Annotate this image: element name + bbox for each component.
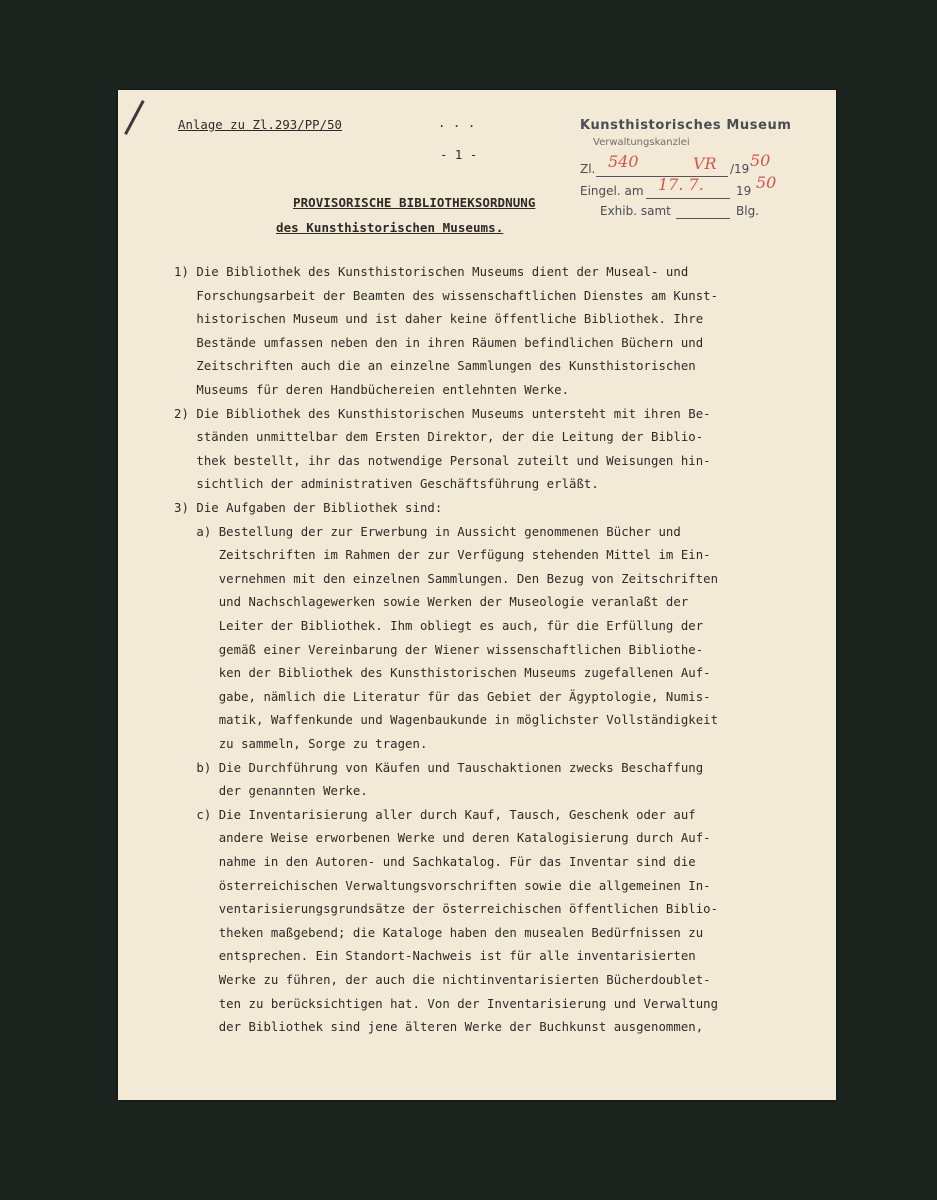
body-line: gabe, nämlich die Literatur für das Gebiet der Ägyptologie, Numis- xyxy=(174,689,711,704)
body-line: ken der Bibliothek des Kunsthistorischen Museums zugefallenen Auf- xyxy=(174,666,711,681)
body-line: andere Weise erworbenen Werke und deren Katalogisierung durch Auf- xyxy=(174,831,711,846)
stamp-zl-number: 540 xyxy=(608,152,639,171)
annex-reference: Anlage zu Zl.293/PP/50 xyxy=(178,118,342,132)
body-line: Werke zu führen, der auch die nichtinventarisierten Bücherdoublet- xyxy=(174,973,711,987)
body-line: vernehmen mit den einzelnen Sammlungen. Den Bezug von Zeitschriften xyxy=(174,571,719,586)
body-line: 1) Die Bibliothek des Kunsthistorischen Museums dient der Museal- und xyxy=(174,265,689,279)
body-line: nahme in den Autoren- und Sachkatalog. Für das Inventar sind die xyxy=(174,855,696,869)
body-line: der Bibliothek sind jene älteren Werke der Buchkunst ausgenommen, xyxy=(174,1020,704,1035)
body-line: Zeitschriften auch die an einzelne Sammlungen des Kunsthistorischen xyxy=(174,359,696,374)
body-line: Leiter der Bibliothek. Ihm obliegt es auch, für die Erfüllung der xyxy=(174,619,704,633)
document-page xyxy=(118,90,836,1100)
body-line: entsprechen. Ein Standort-Nachweis ist für alle inventarisierten xyxy=(174,949,696,964)
body-line: Forschungsarbeit der Beamten des wissenschaftlichen Dienstes am Kunst- xyxy=(174,288,719,303)
stamp-subtitle: Verwaltungskanzlei xyxy=(593,137,690,148)
stamp-eingel-year: 50 xyxy=(756,173,777,192)
body-line: Museums für deren Handbüchereien entlehnten Werke. xyxy=(174,383,570,397)
body-line: matik, Waffenkunde und Wagenbaukunde in möglichster Vollständigkeit xyxy=(174,713,719,728)
stamp-exhib-label: Exhib. samt xyxy=(600,204,671,218)
stamp-exhib-suffix: Blg. xyxy=(736,204,759,218)
body-line: a) Bestellung der zur Erwerbung in Aussicht genommenen Bücher und xyxy=(174,524,681,539)
body-line: ständen unmittelbar dem Ersten Direktor, der die Leitung der Biblio- xyxy=(174,430,704,445)
body-line: Zeitschriften im Rahmen der zur Verfügung stehenden Mittel im Ein- xyxy=(174,548,711,563)
stamp-zl-code: VR xyxy=(693,154,717,173)
body-line: theken maßgebend; die Kataloge haben den musealen Bedürfnissen zu xyxy=(174,925,704,940)
body-line: 3) Die Aufgaben der Bibliothek sind: xyxy=(174,501,443,515)
body-line: ten zu berücksichtigen hat. Von der Inventarisierung und Verwaltung xyxy=(174,996,719,1011)
body-line: Bestände umfassen neben den in ihren Räumen befindlichen Büchern und xyxy=(174,335,704,350)
header-dots: . . . xyxy=(438,116,476,130)
body-line: zu sammeln, Sorge zu tragen. xyxy=(174,737,428,751)
body-line: und Nachschlagewerken sowie Werken der Museologie veranlaßt der xyxy=(174,595,689,610)
body-line: 2) Die Bibliothek des Kunsthistorischen Museums untersteht mit ihren Be- xyxy=(174,406,711,421)
document-title: PROVISORISCHE BIBLIOTHEKSORDNUNG xyxy=(293,195,536,210)
pencil-tick-mark xyxy=(124,100,144,135)
document-subtitle: des Kunsthistorischen Museums. xyxy=(276,220,504,235)
body-line: der genannten Werke. xyxy=(174,784,368,799)
stamp-eingel-label: Eingel. am xyxy=(580,184,644,198)
body-line: ventarisierungsgrundsätze der österreichischen öffentlichen Biblio- xyxy=(174,902,719,917)
body-line: gemäß einer Vereinbarung der Wiener wissenschaftlichen Bibliothe- xyxy=(174,642,704,657)
body-line: österreichischen Verwaltungsvorschriften sowie die allgemeinen In- xyxy=(174,878,711,893)
body-line: b) Die Durchführung von Käufen und Tauschaktionen zwecks Beschaffung xyxy=(174,760,704,775)
body-line: sichtlich der administrativen Geschäftsführung erläßt. xyxy=(174,477,599,492)
stamp-zl-year-prefix: /19 xyxy=(730,162,750,176)
body-line: historischen Museum und ist daher keine öffentliche Bibliothek. Ihre xyxy=(174,312,704,327)
stamp-eingel-year-prefix: 19 xyxy=(736,184,752,198)
stamp-zl-year: 50 xyxy=(750,151,771,170)
body-line: c) Die Inventarisierung aller durch Kauf, Tausch, Geschenk oder auf xyxy=(174,807,696,822)
page-number: - 1 - xyxy=(440,148,478,162)
stamp-eingel-date: 17. 7. xyxy=(658,175,704,194)
body-line: thek bestellt, ihr das notwendige Personal zuteilt und Weisungen hin- xyxy=(174,453,711,468)
stamp-zl-label: Zl. xyxy=(580,162,596,176)
stamp-title: Kunsthistorisches Museum xyxy=(580,118,792,133)
